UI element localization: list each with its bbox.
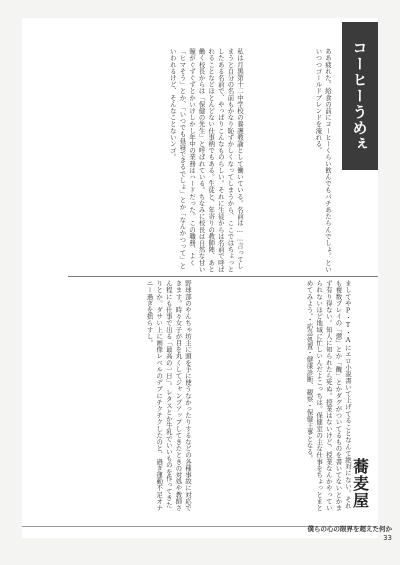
author-block — [342, 458, 378, 520]
title-banner — [342, 22, 378, 170]
body-column-bottom-right: ましてやP・T・Aにエロ小説書いて上げてることなんて絶対にない。それも複数プレイの「懲」とか「醜」とかダグがついてるものを書いてないとかまず有り得ない。知人に知られたら死ぬ。授業はないけど、授業なんかやっていられないほど地域に忙しいんだよこっちは。保健室の主な仕事をちょっとまとめてみよう。・応急処置・健康診断、観察・保健主事となる。 — [305, 280, 352, 511]
body-column-bottom-left: 野球部のやんちゃ坊主に頭を手に使うなかったりするなどの各種事故に対応できます。時々女子が目を丸くしてジャンプアップしてきたときの対処や教師さん程にも仕事で出る「最高の一日」。レタスとか牛乳でいいものを作ってきたりとか。ダサい上に画像レベルのデブにチクチクしたのと、過ぎ運動不足オナニー過ぎを揺らすし。 — [145, 280, 192, 511]
page-number: 33 — [383, 534, 392, 542]
footer-caption: 僕らの心の限界を超えた何か — [307, 525, 392, 533]
article-title: コーヒーうめぇ — [350, 40, 369, 152]
author-name: 蕎麦屋 — [350, 458, 370, 509]
body-column-top-right: ああ疲れた。給食の前にコーヒーくらい飲んでもバチあたらんでしょ。といいつつゴールドブレンドを淹れる。 — [314, 48, 332, 273]
body-column-top-left: 私は月黒第十二中学校の養護教諭として働いている。名前は……言ってしまうと自分の名前もかなり恥ずかしくなってしまうから、ここではちょっとしたある名前で、やっぱりこんなものらしい。それに生徒からは名前で呼ばれることなどほとんどない仕事柄でもある。生徒と、年寄りの教師陣、あと働く校長からは「保健の先生」と呼ばれている。ちなみに校長は自然な甘い瞳がぐずぐずとかいけしかし年中の業務はハードだった。この職務、よく「ヒマそう」とか、「いつでも昼寝できるでしょ」とか「なんかつって」といわれるけど、そんなことないンゴ。 — [168, 48, 244, 273]
section-divider — [68, 276, 378, 277]
page — [22, 18, 378, 538]
